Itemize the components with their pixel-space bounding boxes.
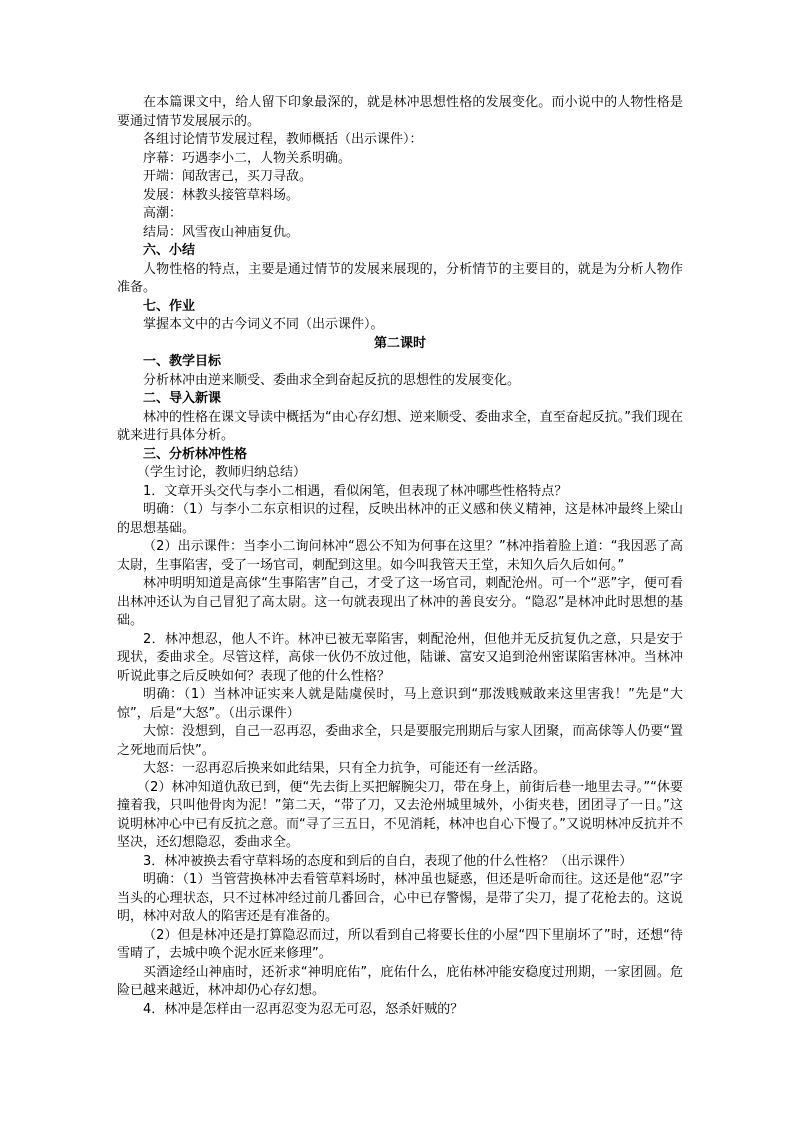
heading-character-analysis: 三、分析林冲性格 <box>143 446 248 462</box>
heading-summary: 六、小结 <box>143 243 196 258</box>
answer-3-temple: 买酒途经山神庙时，还祈求“神明庇佑”，庇佑什么，庇佑林冲能安稳度过刑期，一家团圆。危险已越来越近，林冲却仍心存幻想。 <box>117 964 683 998</box>
question-4: 4．林冲是怎样由一忍再忍变为忍无可忍，怒杀奸贼的？ <box>143 1001 464 1017</box>
document-page <box>117 94 683 1019</box>
heading-teaching-goals: 一、教学目标 <box>143 354 222 369</box>
question-2: 2．林冲想忍，他人不许。林冲已被无辜陷害，刺配沧州，但他并无反抗复仇之意，只是安于现状，委曲求全。尽管这样，高俅一伙仍不放过他，陆谦、富安又追到沧州密谋陷害林冲。当林冲听说此事之后反映如何？表现了他的什么性格？ <box>117 631 683 684</box>
plot-beginning: 开端：闻敌害己，买刀寻敌。 <box>143 169 313 184</box>
heading-homework: 七、作业 <box>143 298 196 314</box>
paragraph-summary: 人物性格的特点，主要是通过情节的发展来展现的，分析情节的主要目的，就是为分析人物作准备。 <box>117 261 683 295</box>
answer-3-part-1: 明确：（1）当管营换林冲去看管草料场时，林冲虽也疑惑，但还是听命而往。这还是他“忍”字当头的心理状态，只不过林冲经过前几番回合，心中已存警惕，是带了尖刀，提了花枪去的。这说明，林冲对敌人的陷害还是有准备的。 <box>117 872 683 924</box>
paragraph-group-discussion: 各组讨论情节发展过程，教师概括（出示课件）： <box>143 132 423 147</box>
heading-second-lesson: 第二课时 <box>373 335 426 351</box>
answer-3-part-2: （2）但是林冲还是打算隐忍而过，所以看到自己将要长住的小屋“四下里崩坏了”时，还想“待雪晴了，去城中唤个泥水匠来修理”。 <box>117 927 683 961</box>
paragraph-discussion-note: （学生讨论，教师归纳总结） <box>137 465 307 480</box>
question-1: 1．文章开头交代与李小二相遇，看似闲笔，但表现了林冲哪些性格特点？ <box>143 483 568 499</box>
paragraph-homework: 掌握本文中的古今词义不同（出示课件）。 <box>143 317 384 332</box>
plot-prologue: 序幕：巧遇李小二，人物关系明确。 <box>143 150 352 166</box>
answer-2-shock: 大惊：没想到，自己一忍再忍，委曲求全，只是要服完刑期后与家人团聚，而高俅等人仍要“置之死地而后快”。 <box>117 724 683 758</box>
answer-1-analysis: 林冲明明知道是高俅“生事陷害”自己，才受了这一场官司，刺配沧州。可一个“恶”字，便可看出林冲还认为自己冒犯了高太尉。这一句就表现出了林冲的善良安分。“隐忍”是林冲此时思想的基础。 <box>117 576 683 628</box>
plot-climax: 高潮： <box>143 206 183 221</box>
paragraph-introduction: 林冲的性格在课文导读中概括为“由心存幻想、逆来顺受、委曲求全，直至奋起反抗。”我们现在就来进行具体分析。 <box>117 409 683 443</box>
plot-ending: 结局：风雪夜山神庙复仇。 <box>143 224 300 240</box>
answer-2-part-2: （2）林冲知道仇敌已到，便“先去街上买把解腕尖刀，带在身上，前街后巷一地里去寻。”“休要撞着我，只叫他骨肉为泥！”第二天，“带了刀，又去沧州城里城外，小街夹巷，团团寻了一日。”这说明林冲心中已有反抗之意。而“寻了三五日，不见消耗，林冲也自心下慢了。”又说明林冲反抗并不坚决，还幻想隐忍，委曲求全。 <box>117 779 683 850</box>
answer-1-part-2: （2）出示课件：当李小二询问林冲“恩公不知为何事在这里？”林冲指着脸上道：“我因恶了高太尉，生事陷害，受了一场官司，刺配到这里。如今叫我管天王堂，未知久后久后如何。” <box>117 539 683 573</box>
answer-2-anger: 大怒：一忍再忍后换来如此结果，只有全力抗争，可能还有一丝活路。 <box>143 761 547 776</box>
answer-1-part-1: 明确：（1）与李小二东京相识的过程，反映出林冲的正义感和侠义精神，这是林冲最终上梁山的思想基础。 <box>117 502 683 536</box>
heading-introduction: 二、导入新课 <box>143 391 222 406</box>
answer-2-part-1: 明确：（1）当林冲证实来人就是陆虞侯时，马上意识到“那泼贱贼敢来这里害我！”先是“大惊”，后是“大怒”。（出示课件） <box>117 687 683 721</box>
question-3: 3．林冲被换去看守草料场的态度和到后的自白，表现了他的什么性格？（出示课件） <box>143 853 633 869</box>
paragraph-teaching-goals: 分析林冲由逆来顺受、委曲求全到奋起反抗的思想性的发展变化。 <box>143 372 521 388</box>
plot-development: 发展：林教头接管草料场。 <box>143 187 300 203</box>
paragraph-intro: 在本篇课文中，给人留下印象最深的，就是林冲思想性格的发展变化。而小说中的人物性格是要通过情节发展展示的。 <box>117 95 683 129</box>
